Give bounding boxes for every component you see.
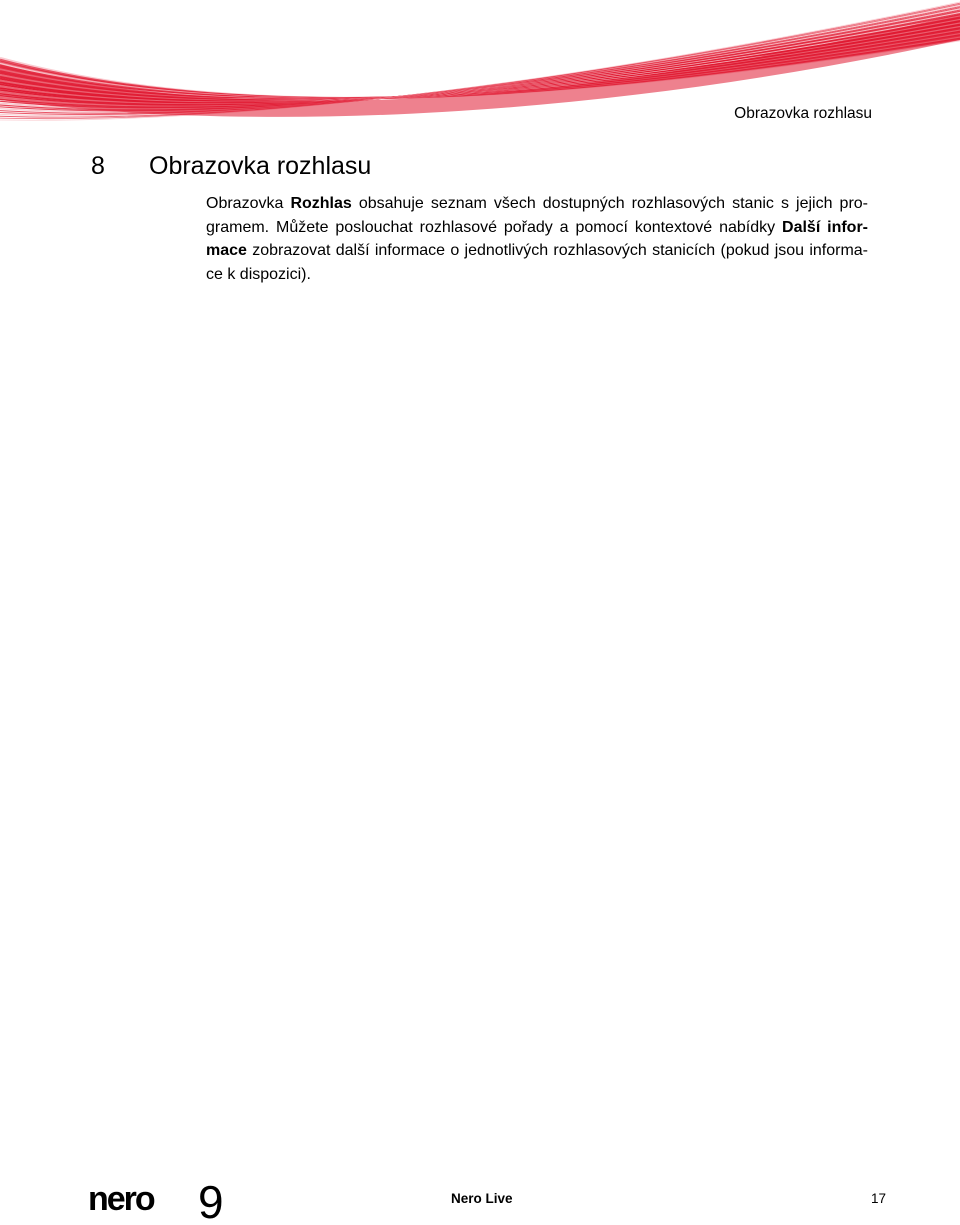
text-run: ce k dispozici). xyxy=(206,265,311,283)
bold-term-dalsi-informace: Další infor- xyxy=(782,218,869,236)
text-run: zobrazovat další informace o jednotlivých rozhlasových stanicích (pokud jsou informa- xyxy=(246,242,868,259)
bold-term-dalsi-informace-cont: mace xyxy=(206,242,247,259)
paragraph-line xyxy=(206,263,868,287)
running-header-title: Obrazovka rozhlasu xyxy=(734,105,872,122)
chapter-title: Obrazovka rozhlasu xyxy=(149,152,372,180)
paragraph-line xyxy=(206,192,868,216)
paragraph-line xyxy=(206,216,868,240)
paragraph-line xyxy=(206,239,868,263)
text-run: obsahuje seznam všech dostupných rozhlasových stanic s jejich pro- xyxy=(351,195,869,212)
text-run: gramem. Můžete poslouchat rozhlasové pořady a pomocí kontextové nabídky xyxy=(206,218,783,236)
chapter-heading xyxy=(91,151,371,181)
swoosh-band xyxy=(0,14,960,117)
nero-logo xyxy=(88,1181,230,1225)
body-paragraph xyxy=(206,192,868,286)
text-run: Obrazovka xyxy=(206,195,291,212)
nero-logo-wordmark: nero xyxy=(88,1181,154,1218)
footer-product-name: Nero Live xyxy=(451,1191,513,1206)
bold-term-rozhlas: Rozhlas xyxy=(290,195,352,212)
nero-logo-version: 9 xyxy=(198,1181,224,1225)
page-number: 17 xyxy=(870,1191,886,1206)
chapter-number: 8 xyxy=(91,152,105,180)
swoosh-stripes xyxy=(0,2,960,120)
